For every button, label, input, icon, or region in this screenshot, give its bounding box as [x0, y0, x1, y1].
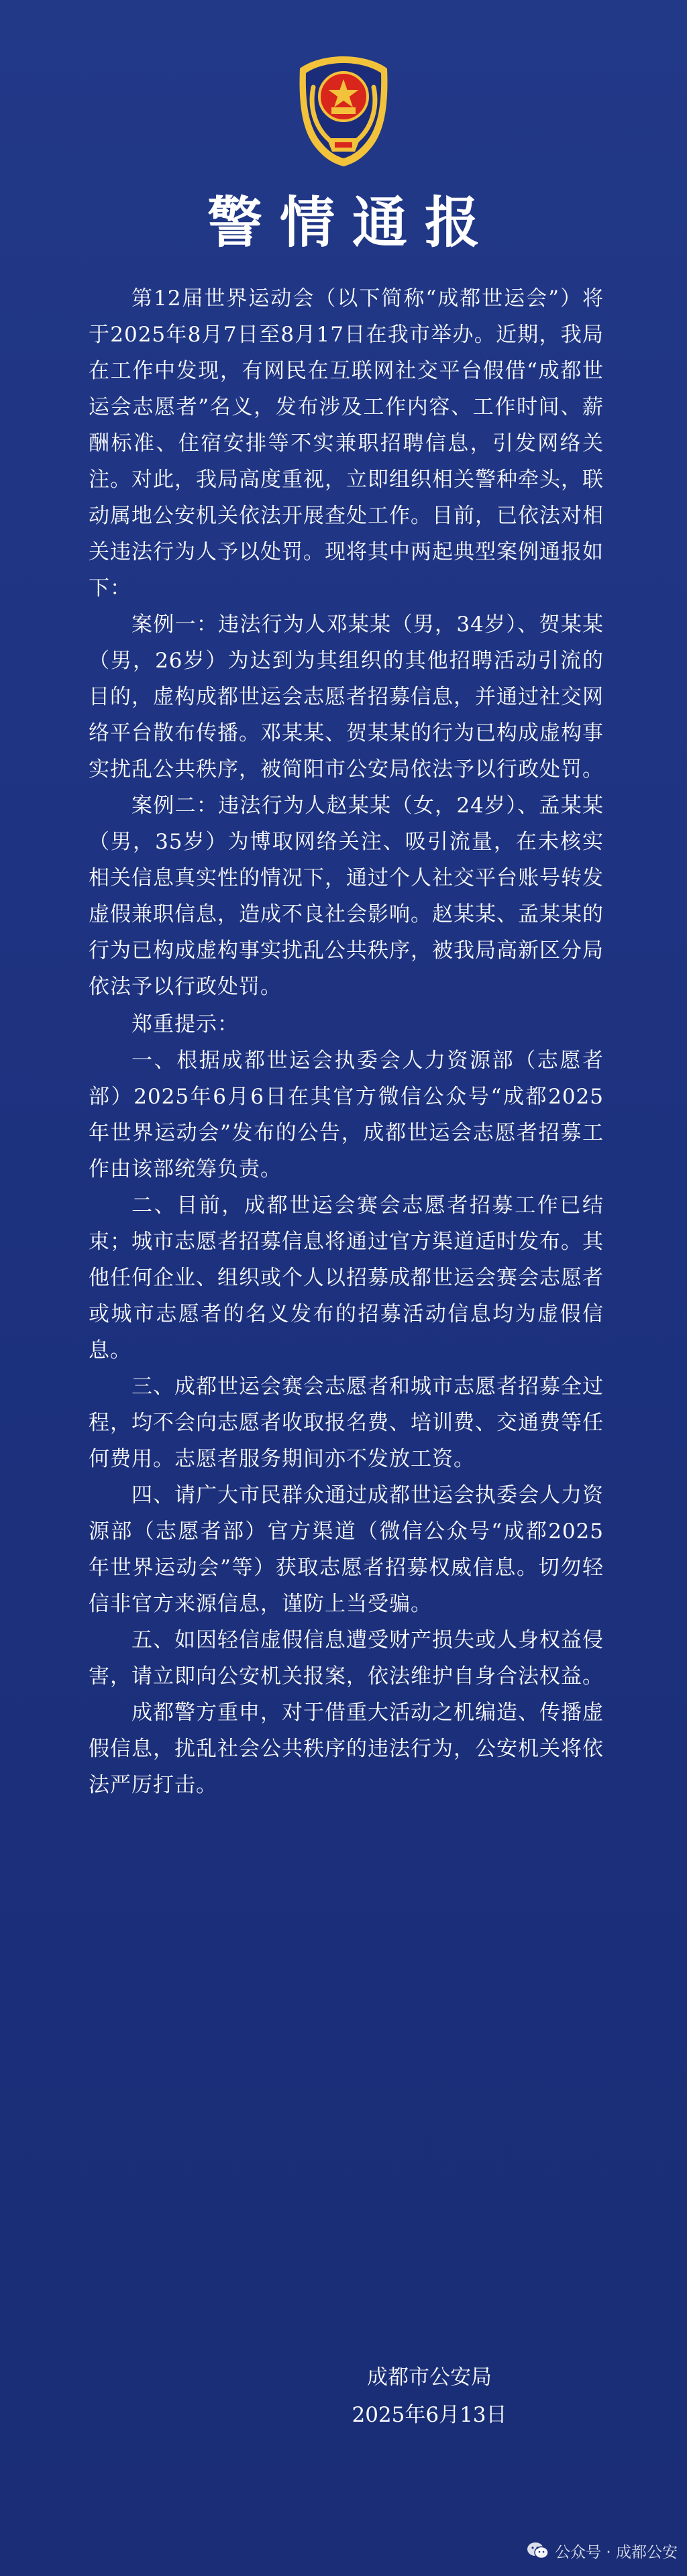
police-emblem-icon [293, 54, 394, 168]
wechat-watermark [527, 2537, 678, 2564]
wechat-icon [527, 2541, 549, 2560]
case-one-paragraph: 案例一：违法行为人邓某某（男，34岁）、贺某某（男，26岁）为达到为其组织的其他招聘活动引流的目的，虚构成都世运会志愿者招募信息，并通过社交网络平台散布传播。邓某某、贺某某的行为已构成虚构事实扰乱公共秩序，被简阳市公安局依法予以行政处罚。 [89, 612, 604, 782]
watermark-text: 公众号 · 成都公安 [555, 2543, 678, 2561]
reminder-heading: 郑重提示： [131, 1012, 239, 1036]
page-title: 警情通报 [207, 191, 497, 255]
intro-paragraph: 第12届世界运动会（以下简称“成都世运会”）将于2025年8月7日至8月17日在我市举办。近期，我局在工作中发现，有网民在互联网社交平台假借“成都世运会志愿者”名义，发布涉及工作内容、工作时间、薪酬标准、住宿安排等不实兼职招聘信息，引发网络关注。对此，我局高度重视，立即组织相关警种牵头，联动属地公安机关依法开展查处工作。目前，已依法对相关违法行为人予以处罚。现将其中两起典型案例通报如下： [89, 286, 604, 600]
reminder-item-2: 二、目前，成都世运会赛会志愿者招募工作已结束；城市志愿者招募信息将通过官方渠道适时发布。其他任何企业、组织或个人以招募成都世运会赛会志愿者或城市志愿者的名义发布的招募活动信息均为虚假信息。 [89, 1193, 604, 1362]
reminder-item-5: 五、如因轻信虚假信息遭受财产损失或人身权益侵害，请立即向公安机关报案，依法维护自身合法权益。 [89, 1628, 604, 1688]
case-two-paragraph: 案例二：违法行为人赵某某（女，24岁）、孟某某（男，35岁）为博取网络关注、吸引流量，在未核实相关信息真实性的情况下，通过个人社交平台账号转发虚假兼职信息，造成不良社会影响。赵某某、孟某某的行为已构成虚构事实扰乱公共秩序，被我局高新区分局依法予以行政处罚。 [89, 794, 604, 999]
signature-block [349, 2359, 510, 2434]
reminder-item-1: 一、根据成都世运会执委会人力资源部（志愿者部）2025年6月6日在其官方微信公众号“成都2025年世界运动会”发布的公告，成都世运会志愿者招募工作由该部统筹负责。 [89, 1049, 604, 1181]
closing-paragraph: 成都警方重申，对于借重大活动之机编造、传播虚假信息，扰乱社会公共秩序的违法行为，公安机关将依法严厉打击。 [89, 1701, 604, 1797]
reminder-item-4: 四、请广大市民群众通过成都世运会执委会人力资源部（志愿者部）官方渠道（微信公众号“成都2025年世界运动会”等）获取志愿者招募权威信息。切勿轻信非官方来源信息，谨防上当受骗。 [89, 1483, 604, 1616]
reminder-item-3: 三、成都世运会赛会志愿者和城市志愿者招募全过程，均不会向志愿者收取报名费、培训费、交通费等任何费用。志愿者服务期间亦不发放工资。 [89, 1375, 604, 1471]
signature-date: 2025年6月13日 [352, 2403, 507, 2427]
notice-body [89, 280, 604, 1803]
signature-org: 成都市公安局 [367, 2365, 492, 2390]
